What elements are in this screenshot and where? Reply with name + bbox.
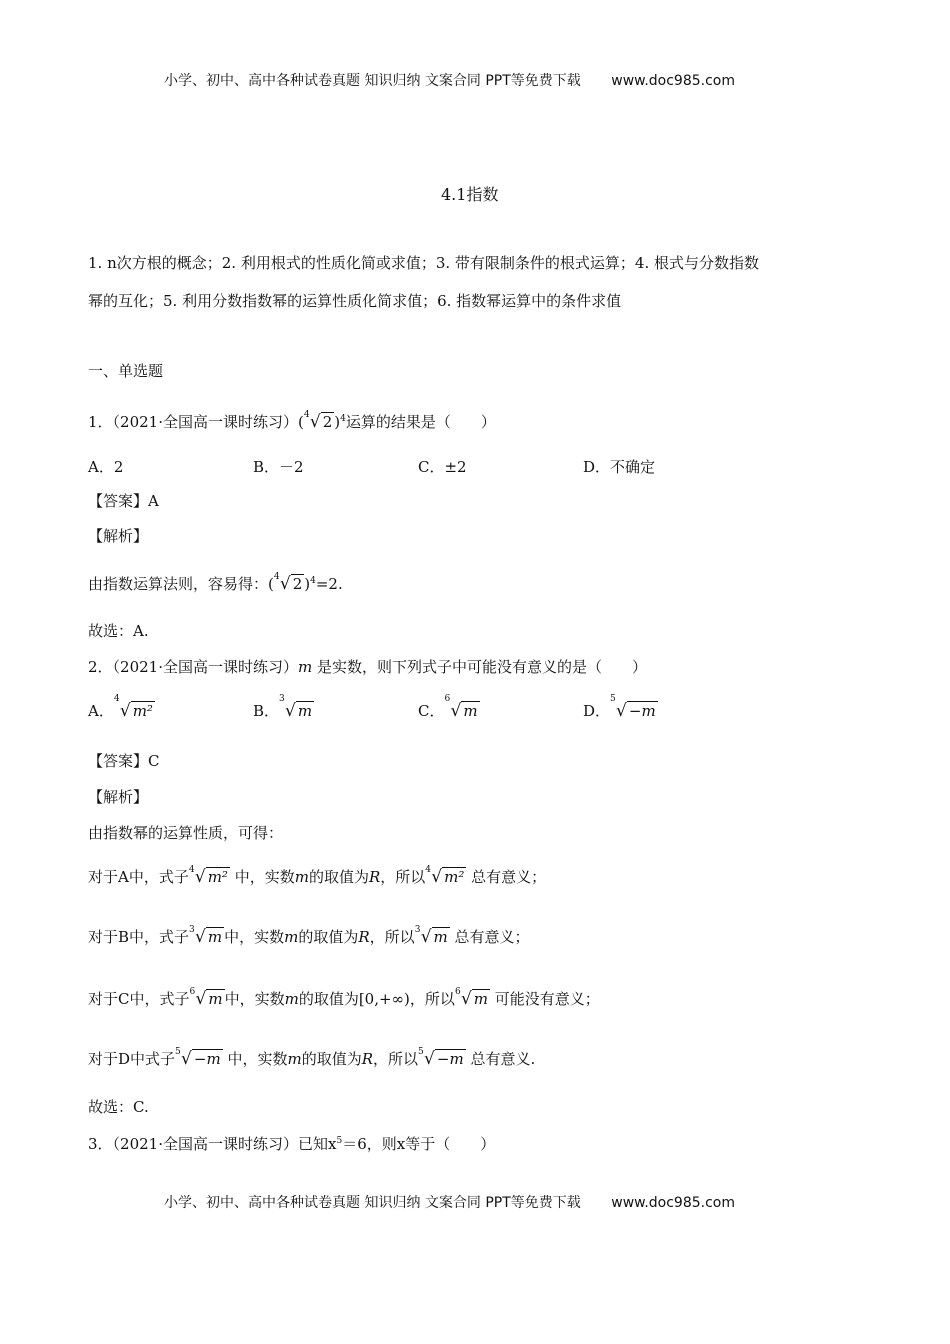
q1-option-a: A．2 <box>88 458 124 476</box>
section-heading: 一、单选题 <box>88 362 164 380</box>
root-expression: 5 √ −m <box>418 1047 464 1069</box>
root-expression: 3 √ m <box>279 694 313 721</box>
footer-site: www.doc985.com <box>611 1195 735 1211</box>
root-expression: 6 √ m <box>189 987 223 1009</box>
root-expression: 4 √ 2 <box>303 410 333 432</box>
root-expression: 6 √ m <box>454 987 489 1009</box>
root-expression: 4 √ 2 <box>273 572 303 594</box>
page-title: 4.1指数 <box>441 185 499 204</box>
q1-solution: 由指数运算法则，容易得：( 4 √ 2 )$^4$=2. <box>88 572 343 594</box>
root-expression: 6 √ m <box>444 694 478 721</box>
root-expression: 3 √ m <box>414 925 448 947</box>
q2-answer: 【答案】C <box>88 752 160 770</box>
q1-stem: 1．（2021·全国高一课时练习）( 4 √ 2 )$^4$运算的结果是（ ） <box>88 410 496 432</box>
q1-analysis-label: 【解析】 <box>88 527 149 545</box>
q2-line-a: 对于A中，式子 4 √ m² 中，实数m的取值为R，所以 4 √ m² 总有意义； <box>88 865 547 887</box>
q2-intro: 由指数幂的运算性质，可得： <box>88 824 284 842</box>
q2-stem: 2．（2021·全国高一课时练习）m 是实数，则下列式子中可能没有意义的是（ ） <box>88 658 648 676</box>
objectives-line-2: 幂的互化；5. 利用分数指数幂的运算性质化简求值；6. 指数幂运算中的条件求值 <box>88 292 622 310</box>
root-expression: 3 √ m <box>189 925 223 947</box>
q2-option-b: B． 3 √ m <box>253 694 313 721</box>
q2-choice: 故选：C. <box>88 1098 149 1116</box>
q3-stem: 3．（2021·全国高一课时练习）已知$x^5=6$，则x等于（ ） <box>88 1135 496 1153</box>
q2-option-a: A． 4 √ m² <box>88 694 153 721</box>
root-expression: 5 √ −m <box>610 694 656 721</box>
root-expression: 4 √ m² <box>425 865 465 887</box>
q1-answer: 【答案】A <box>88 492 159 510</box>
page-footer <box>164 1192 735 1212</box>
q2-option-c: C． 6 √ m <box>418 694 478 721</box>
objectives-line-1: 1. n次方根的概念；2. 利用根式的性质化简或求值；3. 带有限制条件的根式运算；4. 根式与分数指数 <box>88 254 759 272</box>
page-header <box>164 70 735 90</box>
root-expression: 4 √ m² <box>188 865 228 887</box>
footer-text: 小学、初中、高中各种试卷真题 知识归纳 文案合同 PPT等免费下载 <box>164 1195 581 1211</box>
root-expression: 5 √ −m <box>175 1047 221 1069</box>
q1-option-b: B．－2 <box>253 458 304 476</box>
header-site: www.doc985.com <box>611 73 735 89</box>
q2-line-b: 对于B中，式子 3 √ m 中，实数m的取值为R，所以 3 √ m 总有意义； <box>88 925 530 947</box>
root-expression: 4 √ m² <box>113 694 153 721</box>
header-text: 小学、初中、高中各种试卷真题 知识归纳 文案合同 PPT等免费下载 <box>164 73 581 89</box>
q1-option-d: D．不确定 <box>583 458 656 476</box>
q1-choice: 故选：A. <box>88 622 149 640</box>
q1-option-c: C．±2 <box>418 458 467 476</box>
q2-analysis-label: 【解析】 <box>88 788 149 806</box>
q2-option-d: D． 5 √ −m <box>583 694 656 721</box>
q2-line-c: 对于C中，式子 6 √ m 中，实数m的取值为[0,+∞)，所以 6 √ m 可能没有意义； <box>88 987 600 1009</box>
q2-line-d: 对于D中式子 5 √ −m 中，实数m的取值为R，所以 5 √ −m 总有意义. <box>88 1047 536 1069</box>
